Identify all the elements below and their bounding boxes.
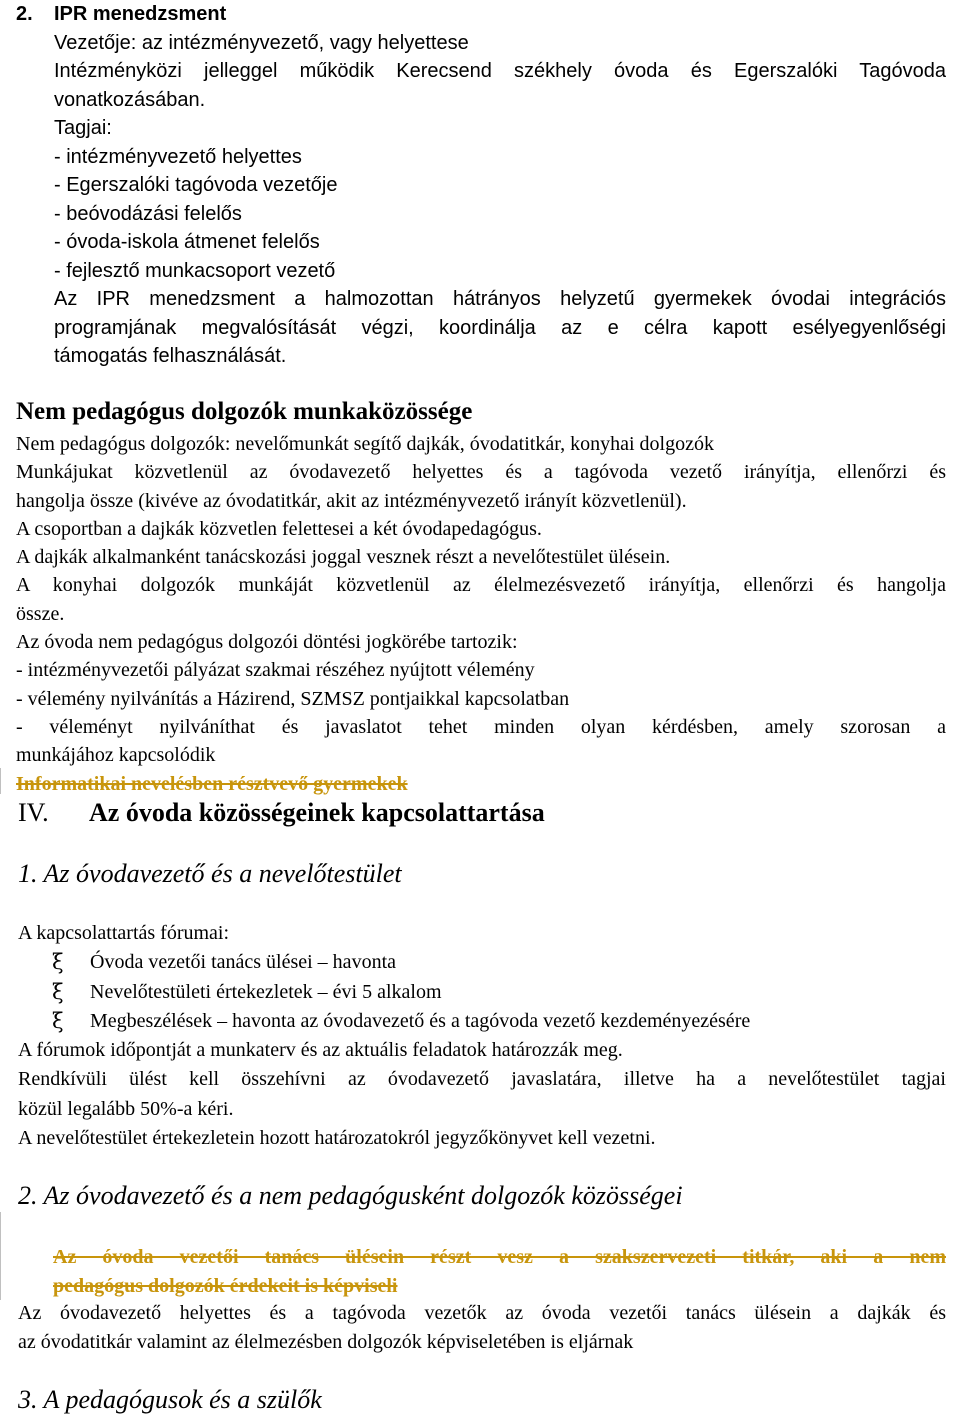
ipr-description-line-1: Az IPR menedzsment a halmozottan hátrányos helyzetű gyermekek óvodai integrációs [54, 288, 946, 310]
list-item: - vélemény nyilvánítás a Házirend, SZMSZ pontjaikkal kapcsolatban [16, 687, 570, 710]
bullet-icon: ξ [52, 979, 64, 1004]
paragraph-line: Az óvodavezető helyettes és a tagóvoda vezetők az óvoda vezetői tanács ülésein a dajkák és [18, 1302, 946, 1324]
list-item: munkájához kapcsolódik [16, 744, 216, 767]
list-item: - intézményvezetői pályázat szakmai részéhez nyújtott vélemény [16, 659, 535, 682]
paragraph-line: hangolja össze (kivéve az óvodatitkár, akit az intézményvezető irányít közvetlenül). [16, 489, 687, 512]
struck-through-text: pedagógus dolgozók érdekeit is képviseli [53, 1274, 398, 1297]
paragraph-line: A konyhai dolgozók munkáját közvetlenül az élelmezésvezető irányítja, ellenőrzi és hangolja [16, 574, 946, 597]
section-2-title: 2. Az óvodavezető és a nem pedagógusként dolgozók közösségei [18, 1181, 683, 1210]
bullet-icon: ξ [52, 950, 64, 975]
list-item: - véleményt nyilváníthat és javaslatot tehet minden olyan kérdésben, amely szorosan a [16, 715, 946, 738]
paragraph-line: A dajkák alkalmanként tanácskozási joggal vesznek részt a nevelőtestület ülésein. [16, 546, 671, 569]
paragraph-line: A csoportban a dajkák közvetlen felettesei a két óvodapedagógus. [16, 517, 542, 540]
section-1-title: 1. Az óvodavezető és a nevelőtestület [18, 859, 402, 888]
ipr-description-line-3: támogatás felhasználását. [54, 345, 287, 367]
ipr-scope-line-2: vonatkozásában. [54, 88, 206, 111]
ipr-members-label: Tagjai: [54, 117, 112, 139]
ipr-member: - beóvodázási felelős [54, 202, 242, 225]
ipr-member: - intézményvezető helyettes [54, 145, 302, 168]
ipr-description-line-2: programjának megvalósítását végzi, koordinálja az e célra kapott esélyegyenlőségi [54, 316, 946, 339]
non-pedagogical-staff-title: Nem pedagógus dolgozók munkaközössége [16, 398, 473, 425]
representation-paragraph [18, 1299, 946, 1356]
paragraph-line: az óvodatitkár valamint az élelmezésben dolgozók képviseletében is eljárnak [18, 1330, 634, 1353]
ipr-section [16, 0, 946, 371]
paragraph-line: A fórumok időpontját a munkaterv és az aktuális feladatok határozzák meg. [18, 1039, 623, 1062]
struck-through-paragraph [53, 1243, 946, 1300]
paragraph-line: össze. [16, 602, 65, 625]
paragraph-line: Munkájukat közvetlenül az óvodavezető helyettes és a tagóvoda vezető irányítja, ellenőrzi és [16, 461, 946, 484]
forums-label: A kapcsolattartás fórumai: [18, 922, 230, 944]
ipr-member: - óvoda-iskola átmenet felelős [54, 231, 320, 253]
bullet-item [18, 948, 946, 977]
revision-marker [0, 768, 1, 794]
paragraph-line: Rendkívüli ülést kell összehívni az óvodavezető javaslatára, illetve ha a nevelőtestület tagjai [18, 1068, 946, 1091]
bullet-text: Nevelőtestületi értekezletek – évi 5 alkalom [90, 980, 442, 1003]
ipr-heading [16, 0, 946, 29]
chapter-title: Az óvoda közösségeinek kapcsolattartása [89, 798, 545, 827]
bullet-icon: ξ [52, 1008, 64, 1033]
revision-marker [0, 1212, 1, 1300]
bullet-text: Óvoda vezetői tanács ülései – havonta [90, 951, 396, 974]
struck-through-text: Az óvoda vezetői tanács ülésein részt vesz a szakszervezeti titkár, aki a nem [53, 1246, 946, 1268]
forums-section [18, 919, 946, 1153]
ipr-title: IPR menedzsment [54, 3, 227, 25]
bullet-text: Megbeszélések – havonta az óvodavezető és a tagóvoda vezető kezdeményezésére [90, 1009, 751, 1032]
bullet-item [18, 1007, 946, 1036]
ipr-member: - Egerszalóki tagóvoda vezetője [54, 174, 338, 196]
paragraph-line: A nevelőtestület értekezletein hozott határozatokról jegyzőkönyvet kell vezetni. [18, 1127, 656, 1150]
ipr-scope-line-1: Intézményközi jelleggel működik Kerecsend székhely óvoda és Egerszalóki Tagóvoda [54, 60, 946, 82]
struck-through-text: Informatikai nevelésben résztvevő gyermekek [16, 772, 408, 795]
chapter-number: IV. [18, 798, 49, 827]
paragraph-line: közül legalább 50%-a kéri. [18, 1097, 234, 1120]
ipr-member: - fejlesztő munkacsoport vezető [54, 259, 336, 282]
chapter-heading [18, 793, 545, 833]
section-3-title: 3. A pedagógusok és a szülők [18, 1385, 322, 1414]
paragraph-line: Nem pedagógus dolgozók: nevelőmunkát segítő dajkák, óvodatitkár, konyhai dolgozók [16, 433, 714, 455]
ipr-number: 2. [16, 3, 33, 25]
non-pedagogical-staff-section [16, 394, 946, 798]
paragraph-line: Az óvoda nem pedagógus dolgozói döntési jogkörébe tartozik: [16, 631, 518, 654]
bullet-item [18, 978, 946, 1007]
ipr-leader: Vezetője: az intézményvezető, vagy helyettese [54, 31, 469, 54]
